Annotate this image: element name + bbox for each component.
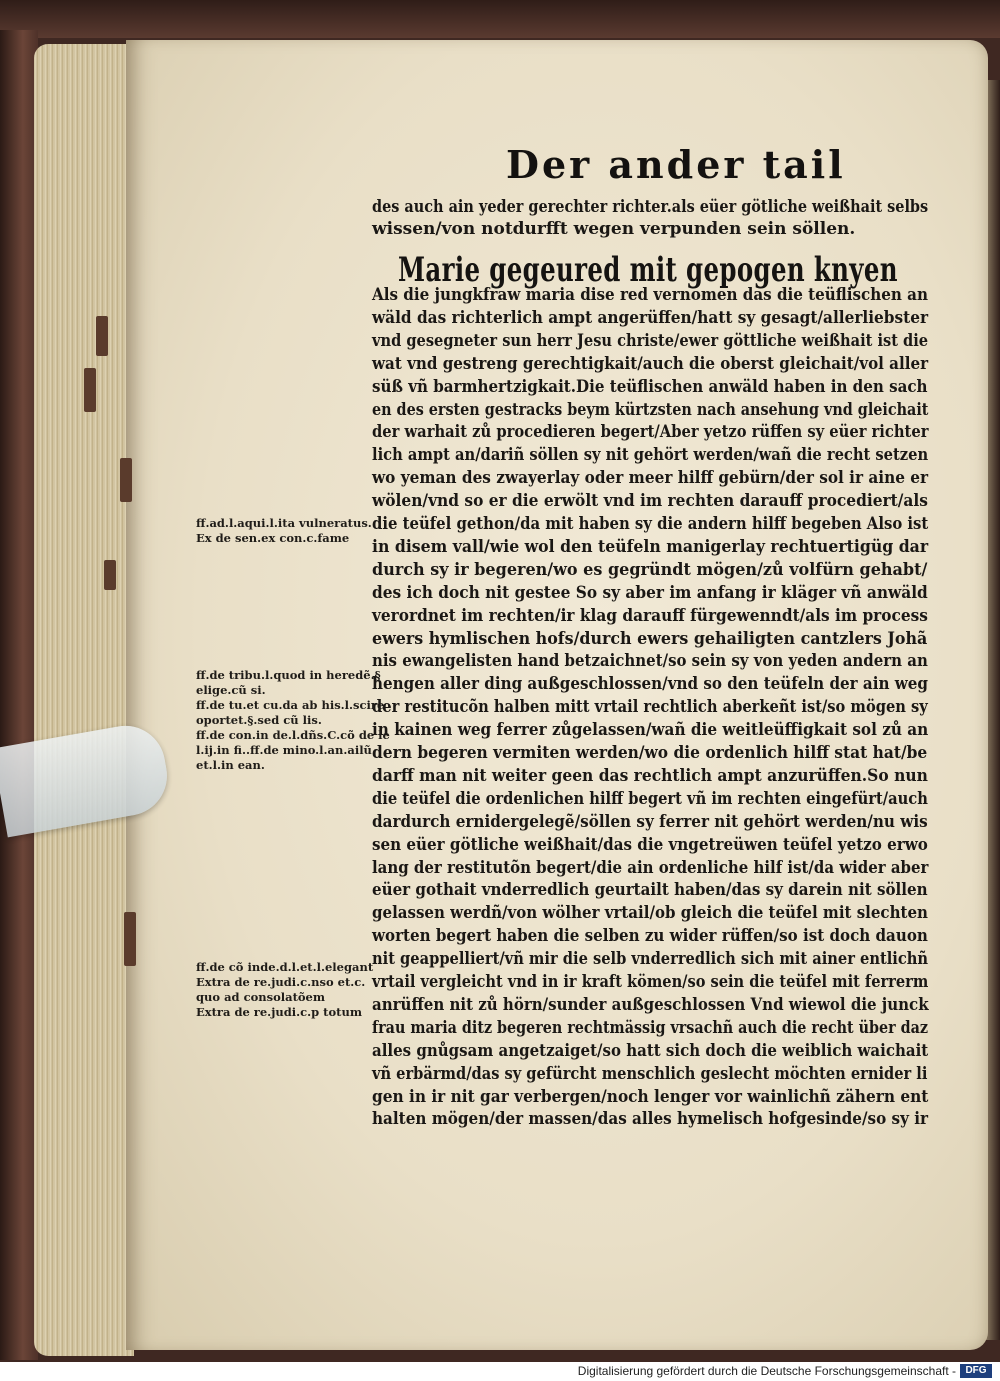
body-line: wölen/vnd so er die erwölt vnd im rechten darauff procediert/als xyxy=(372,491,928,512)
body-line: halten mögen/der massen/das alles hymelisch hofgesinde/so sy ir xyxy=(372,1109,928,1130)
body-line: gelassen werdñ/von wölher vrtail/ob gleich die teüfel mit slechten xyxy=(372,903,928,924)
margin-note-line: ff.de tribu.l.quod in heredẽ.§ xyxy=(196,668,381,682)
dfg-logo: DFG xyxy=(960,1364,992,1378)
book-spine xyxy=(0,30,38,1360)
body-line: darff man nit weiter geen das rechtlich ampt anzurüffen.So nun xyxy=(372,765,928,786)
margin-note-line: Ex de sen.ex con.c.fame xyxy=(196,531,350,545)
body-line: der restitucõn halben mitt vrtail rechtlich aberkeñt ist/so mögen sy xyxy=(372,697,928,718)
margin-note-line: oportet.§.sed cũ lis. xyxy=(196,713,322,727)
running-head: Der ander tail xyxy=(506,142,846,187)
body-line: sen eüer götliche weißhait/das die vngetreüwen teüfel yetzo erwo xyxy=(372,834,928,855)
body-line: lich ampt an/dariñ söllen sy nit gehört werden/wañ die recht setzen xyxy=(372,445,929,466)
intro-line: des auch ain yeder gerechter richter.als eüer götliche weißhait selbs xyxy=(372,197,929,217)
body-line: süß vñ barmhertzigkait.Die teüflischen anwäld haben in den sach xyxy=(372,376,928,397)
margin-note-line: ff.de tu.et cu.da ab his.l.scire xyxy=(196,698,385,712)
margin-note-line: ff.ad.l.aqui.l.ita vulneratus. xyxy=(196,516,372,530)
body-line: frau maria ditz begeren rechtmässig vrsachñ auch die recht über daz xyxy=(372,1017,929,1038)
body-line: die teüfel gethon/da mit haben sy die andern hilff begeben Also ist xyxy=(372,514,929,534)
body-line: anrüffen nit zů hörn/sunder außgeschlossen Vnd wiewol die junck xyxy=(372,994,929,1015)
page-tab xyxy=(124,912,136,966)
margin-note-line: elige.cũ si. xyxy=(196,683,266,697)
body-line: ewers hymlischen hofs/durch ewers gehailigten cantzlers Johã xyxy=(372,628,928,649)
body-line: in disem vall/wie wol den teüfeln manigerlay rechtuertigüg dar xyxy=(372,536,929,557)
body-line: Als die jungkfraw maria dise red vernomen das die teüflischen an xyxy=(372,285,928,305)
body-line: eüer gothait vnderredlich geurtailt haben/das sy darein nit söllen xyxy=(372,880,928,901)
body-line: wo yeman des zwayerlay oder meer hilff gebürn/der sol ir aine er xyxy=(372,468,929,489)
margin-note-line: l.ij.in fi..ff.de mino.l.an.ailũ xyxy=(196,743,372,757)
footer-bar xyxy=(0,1362,1000,1381)
margin-note-1 xyxy=(196,516,372,546)
body-line: der warhait zů procedieren begert/Aber yetzo rüffen sy eüer richter xyxy=(372,422,929,443)
body-line: worten begert haben die selben zu wider rüffen/so ist doch dauon xyxy=(372,926,928,947)
margin-note-2 xyxy=(196,668,390,773)
body-line: verordnet im rechten/ir klag darauff fürgewenndt/als im process xyxy=(372,605,928,626)
margin-note-line: ff.de con.in de.l.dñs.C.cõ de le xyxy=(196,728,390,742)
body-line: des ich doch nit gestee So sy aber im anfang ir kläger vñ anwäld xyxy=(372,582,928,603)
body-line: dardurch ernidergelegẽ/söllen sy ferrer nit gehört werden/nu wis xyxy=(372,811,928,832)
chapter-heading: Marie gegeured mit gepogen knyen xyxy=(398,250,898,290)
margin-note-line: Extra de re.judi.c.p totum xyxy=(196,1005,362,1019)
page-tab xyxy=(104,560,116,590)
page-stack xyxy=(34,44,134,1356)
page-tab xyxy=(84,368,96,412)
page-tab xyxy=(96,316,108,356)
body-line: die teüfel die ordenlichen hilff begert vñ im rechten eingefürt/auch xyxy=(372,788,928,809)
body-line: dern begeren vermiten werden/wo die ordenlich hilff stat hat/be xyxy=(372,743,928,763)
margin-note-line: et.l.in ean. xyxy=(196,758,265,772)
book-board xyxy=(0,0,1000,38)
body-line: lang der restitutõn begert/die ain ordenliche hilf ist/da wider aber xyxy=(372,857,929,878)
intro-line: wissen/von notdurfft wegen verpunden sein söllen. xyxy=(372,219,856,239)
body-line: en des ersten gestracks beym kürtzsten nach ansehung vnd gleichait xyxy=(372,399,929,420)
body-line: gen in ir nit gar verbergen/noch lenger vor wainlichñ zähern ent xyxy=(372,1086,929,1107)
margin-note-line: Extra de re.judi.c.nso et.c. xyxy=(196,975,366,989)
page-tab xyxy=(120,458,132,502)
body-line: nit geappelliert/vñ mir die selb vnderredlich sich mit ainer entlichñ xyxy=(372,949,929,970)
body-line: vrtail vergleicht vnd in ir kraft kömen/so sein die teüfel mit ferrerm xyxy=(372,972,929,992)
body-line: wat vnd gestreng gerechtigkait/auch die oberst gleichait/vol aller xyxy=(372,353,929,374)
funding-credit: Digitalisierung gefördert durch die Deutsche Forschungsgemeinschaft - xyxy=(577,1364,956,1378)
body-line: alles gnůgsam angetzaiget/so hatt sich doch die weiblich waichait xyxy=(372,1040,929,1061)
margin-note-line: quo ad consolatõem xyxy=(196,990,326,1004)
body-line: hengen aller ding außgeschlossen/vnd so den teüfeln der ain weg xyxy=(372,674,928,695)
body-line: in kainen weg ferrer zůgelassen/wañ die weitleüffigkait sol zů an xyxy=(372,720,929,741)
body-line: nis ewangelisten hand betzaichnet/so sein sy von yeden andern an xyxy=(372,651,928,672)
margin-note-line: ff.de cõ inde.d.l.et.l.elegant xyxy=(196,960,374,974)
body-line: wäld das richterlich ampt angerüffen/hatt sy gesagt/allerliebster xyxy=(372,307,929,328)
body-line: vñ erbärmd/das sy gefürcht menschlich geslecht möchten ernider li xyxy=(372,1063,928,1084)
body-line: durch sy ir begeren/wo es gegründt mögen/zů volfürn gehabt/ xyxy=(372,559,928,580)
margin-note-3 xyxy=(196,960,373,1020)
body-line: vnd gesegneter sun herr Jesu christe/ewer göttliche weißhait ist die xyxy=(372,330,929,351)
